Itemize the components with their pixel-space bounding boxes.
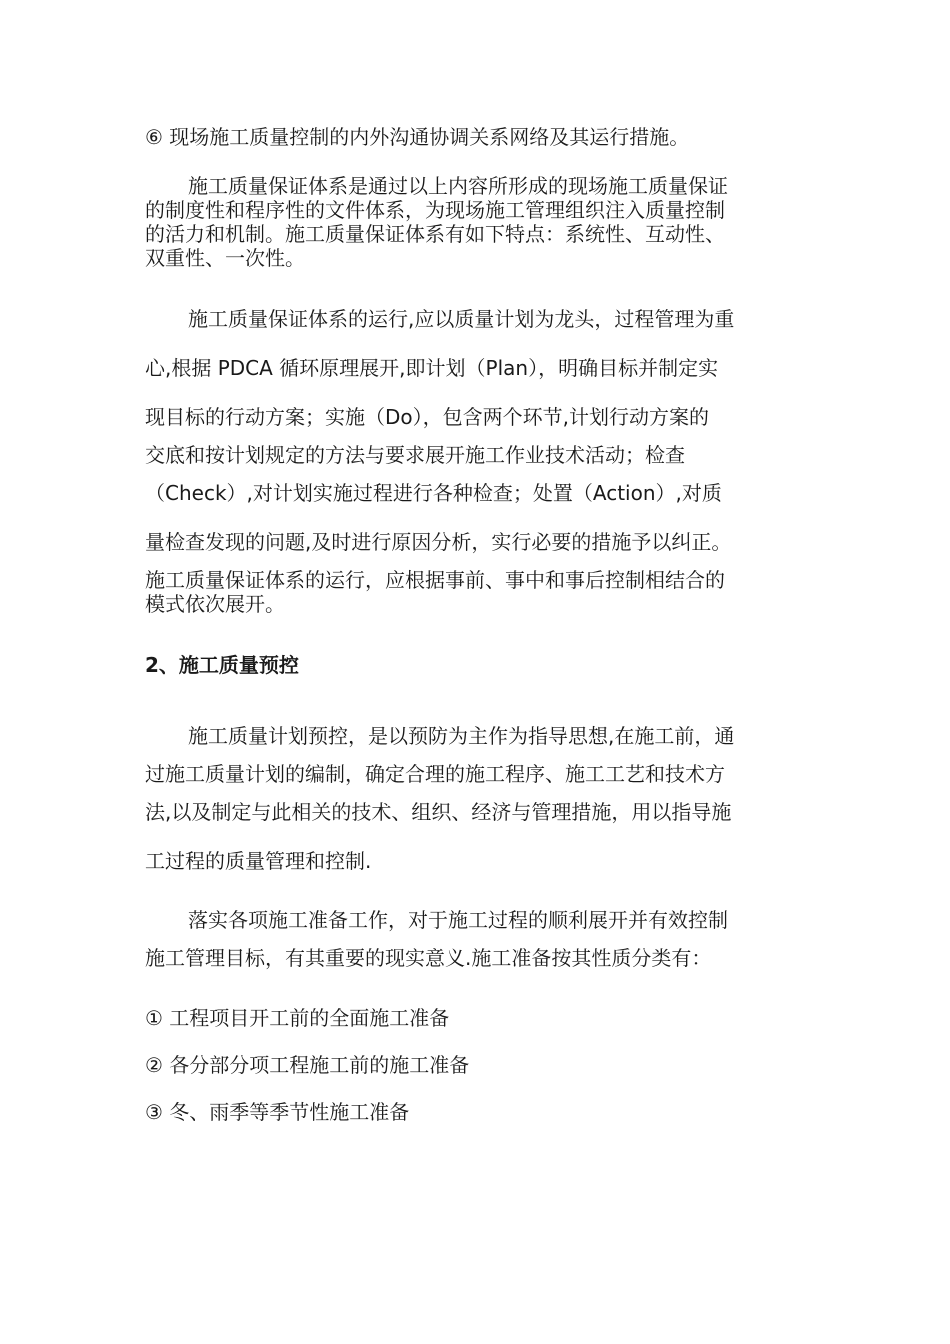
text-line: 施工质量保证体系的运行，应根据事前、事中和事后控制相结合的: [145, 568, 725, 592]
text-line: 施工质量保证体系是通过以上内容所形成的现场施工质量保证: [188, 174, 728, 198]
text-line: 模式依次展开。: [145, 592, 285, 616]
text-line: 落实各项施工准备工作，对于施工过程的顺利展开并有效控制: [188, 908, 728, 932]
text-line: 法,以及制定与此相关的技术、组织、经济与管理措施，用以指导施: [145, 800, 732, 824]
section-heading: 2、施工质量预控: [145, 653, 299, 677]
text-line: 双重性、一次性。: [145, 246, 305, 270]
list-item: ③ 冬、雨季等季节性施工准备: [145, 1100, 410, 1124]
text-line: 的活力和机制。施工质量保证体系有如下特点：系统性、互动性、: [145, 222, 725, 246]
text-line: 交底和按计划规定的方法与要求展开施工作业技术活动；检查: [145, 443, 685, 467]
text-line: 现目标的行动方案；实施（Do），包含两个环节,计划行动方案的: [145, 405, 709, 429]
text-line: 施工质量保证体系的运行,应以质量计划为龙头，过程管理为重: [188, 307, 735, 331]
text-line: 量检查发现的问题,及时进行原因分析，实行必要的措施予以纠正。: [145, 530, 732, 554]
text-line: 的制度性和程序性的文件体系，为现场施工管理组织注入质量控制: [145, 198, 725, 222]
list-item-6: ⑥ 现场施工质量控制的内外沟通协调关系网络及其运行措施。: [145, 125, 690, 149]
text-line: 心,根据 PDCA 循环原理展开,即计划（Plan），明确目标并制定实: [145, 356, 719, 380]
text-line: 施工管理目标，有其重要的现实意义.施工准备按其性质分类有：: [145, 946, 712, 970]
text-line: 过施工质量计划的编制，确定合理的施工程序、施工工艺和技术方: [145, 762, 725, 786]
text-line: （Check）,对计划实施过程进行各种检查；处置（Action）,对质: [145, 481, 722, 505]
list-item: ② 各分部分项工程施工前的施工准备: [145, 1053, 470, 1077]
text-line: 施工质量计划预控，是以预防为主作为指导思想,在施工前，通: [188, 724, 735, 748]
text-line: 工过程的质量管理和控制.: [145, 849, 372, 873]
list-item: ① 工程项目开工前的全面施工准备: [145, 1006, 450, 1030]
